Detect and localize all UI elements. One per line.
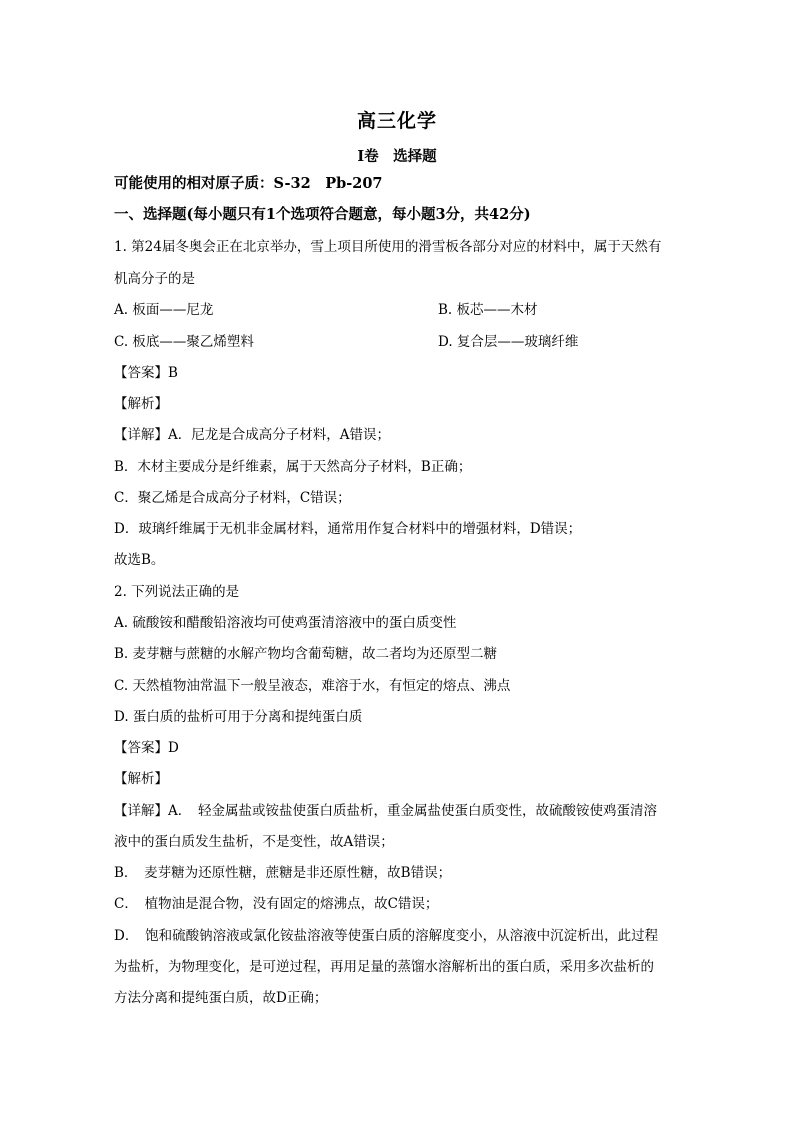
q2-analysis-line: C． 植物油是混合物，没有固定的熔沸点，故C错误； [114,896,439,912]
q2-stem-line1: 2. 下列说法正确的是 [114,584,240,600]
q2-analysis-line: B． 麦芽糖为还原性糖，蔗糖是非还原性糖，故B错误； [114,865,452,881]
q2-option-b: B. 麦芽糖与蔗糖的水解产物均含葡萄糖，故二者均为还原型二糖 [114,646,498,662]
q2-analysis-label: 【解析】 [114,771,168,787]
q1-option-c: C. 板底——聚乙烯塑料 [114,334,254,350]
q2-analysis-line: 液中的蛋白质发生盐析，不是变性，故A错误； [114,834,394,850]
q1-option-a: A. 板面——尼龙 [114,302,214,318]
q1-answer: 【答案】B [114,365,178,381]
q1-stem-line1: 1. 第24届冬奥会正在北京举办，雪上项目所使用的滑雪板各部分对应的材料中，属于天然有 [114,239,662,255]
section-title: I卷 选择题 [357,148,437,165]
part-heading: 一、选择题(每小题只有1个选项符合题意，每小题3分，共42分) [114,206,531,223]
q1-option-b: B. 板芯——木材 [438,302,538,318]
q2-option-c: C. 天然植物油常温下一般呈液态，难溶于水，有恒定的熔点、沸点 [114,678,511,694]
q2-analysis-line: 方法分离和提纯蛋白质，故D正确； [114,990,328,1006]
q2-option-d: D. 蛋白质的盐析可用于分离和提纯蛋白质 [114,709,363,725]
q1-analysis-line: B．木材主要成分是纤维素，属于天然高分子材料，B正确； [114,459,472,475]
q2-answer: 【答案】D [114,740,179,756]
q2-analysis-line: 为盐析，为物理变化，是可逆过程，再用足量的蒸馏水溶解析出的蛋白质，采用多次盐析的 [114,959,654,975]
q1-analysis-line: D．玻璃纤维属于无机非金属材料，通常用作复合材料中的增强材料，D错误； [114,521,582,537]
q1-option-d: D. 复合层——玻璃纤维 [438,334,579,350]
atomic-masses-note: 可能使用的相对原子质：S-32 Pb-207 [114,175,383,192]
q1-analysis-label: 【解析】 [114,396,168,412]
page-title: 高三化学 [356,110,437,132]
q2-analysis-line: 【详解】A． 轻金属盐或铵盐使蛋白质盐析，重金属盐使蛋白质变性，故硫酸铵使鸡蛋清溶 [114,803,657,819]
q1-analysis-line: 故选B。 [114,552,165,568]
q1-analysis-line: C．聚乙烯是合成高分子材料，C错误； [114,490,351,506]
q2-analysis-line: D． 饱和硫酸钠溶液或氯化铵盐溶液等使蛋白质的溶解度变小，从溶液中沉淀析出，此过程 [114,928,659,944]
q1-stem-line2: 机高分子的是 [114,271,195,287]
q2-option-a: A. 硫酸铵和醋酸铅溶液均可使鸡蛋清溶液中的蛋白质变性 [114,615,457,631]
q1-analysis-line: 【详解】A．尼龙是合成高分子材料，A错误； [114,427,390,443]
